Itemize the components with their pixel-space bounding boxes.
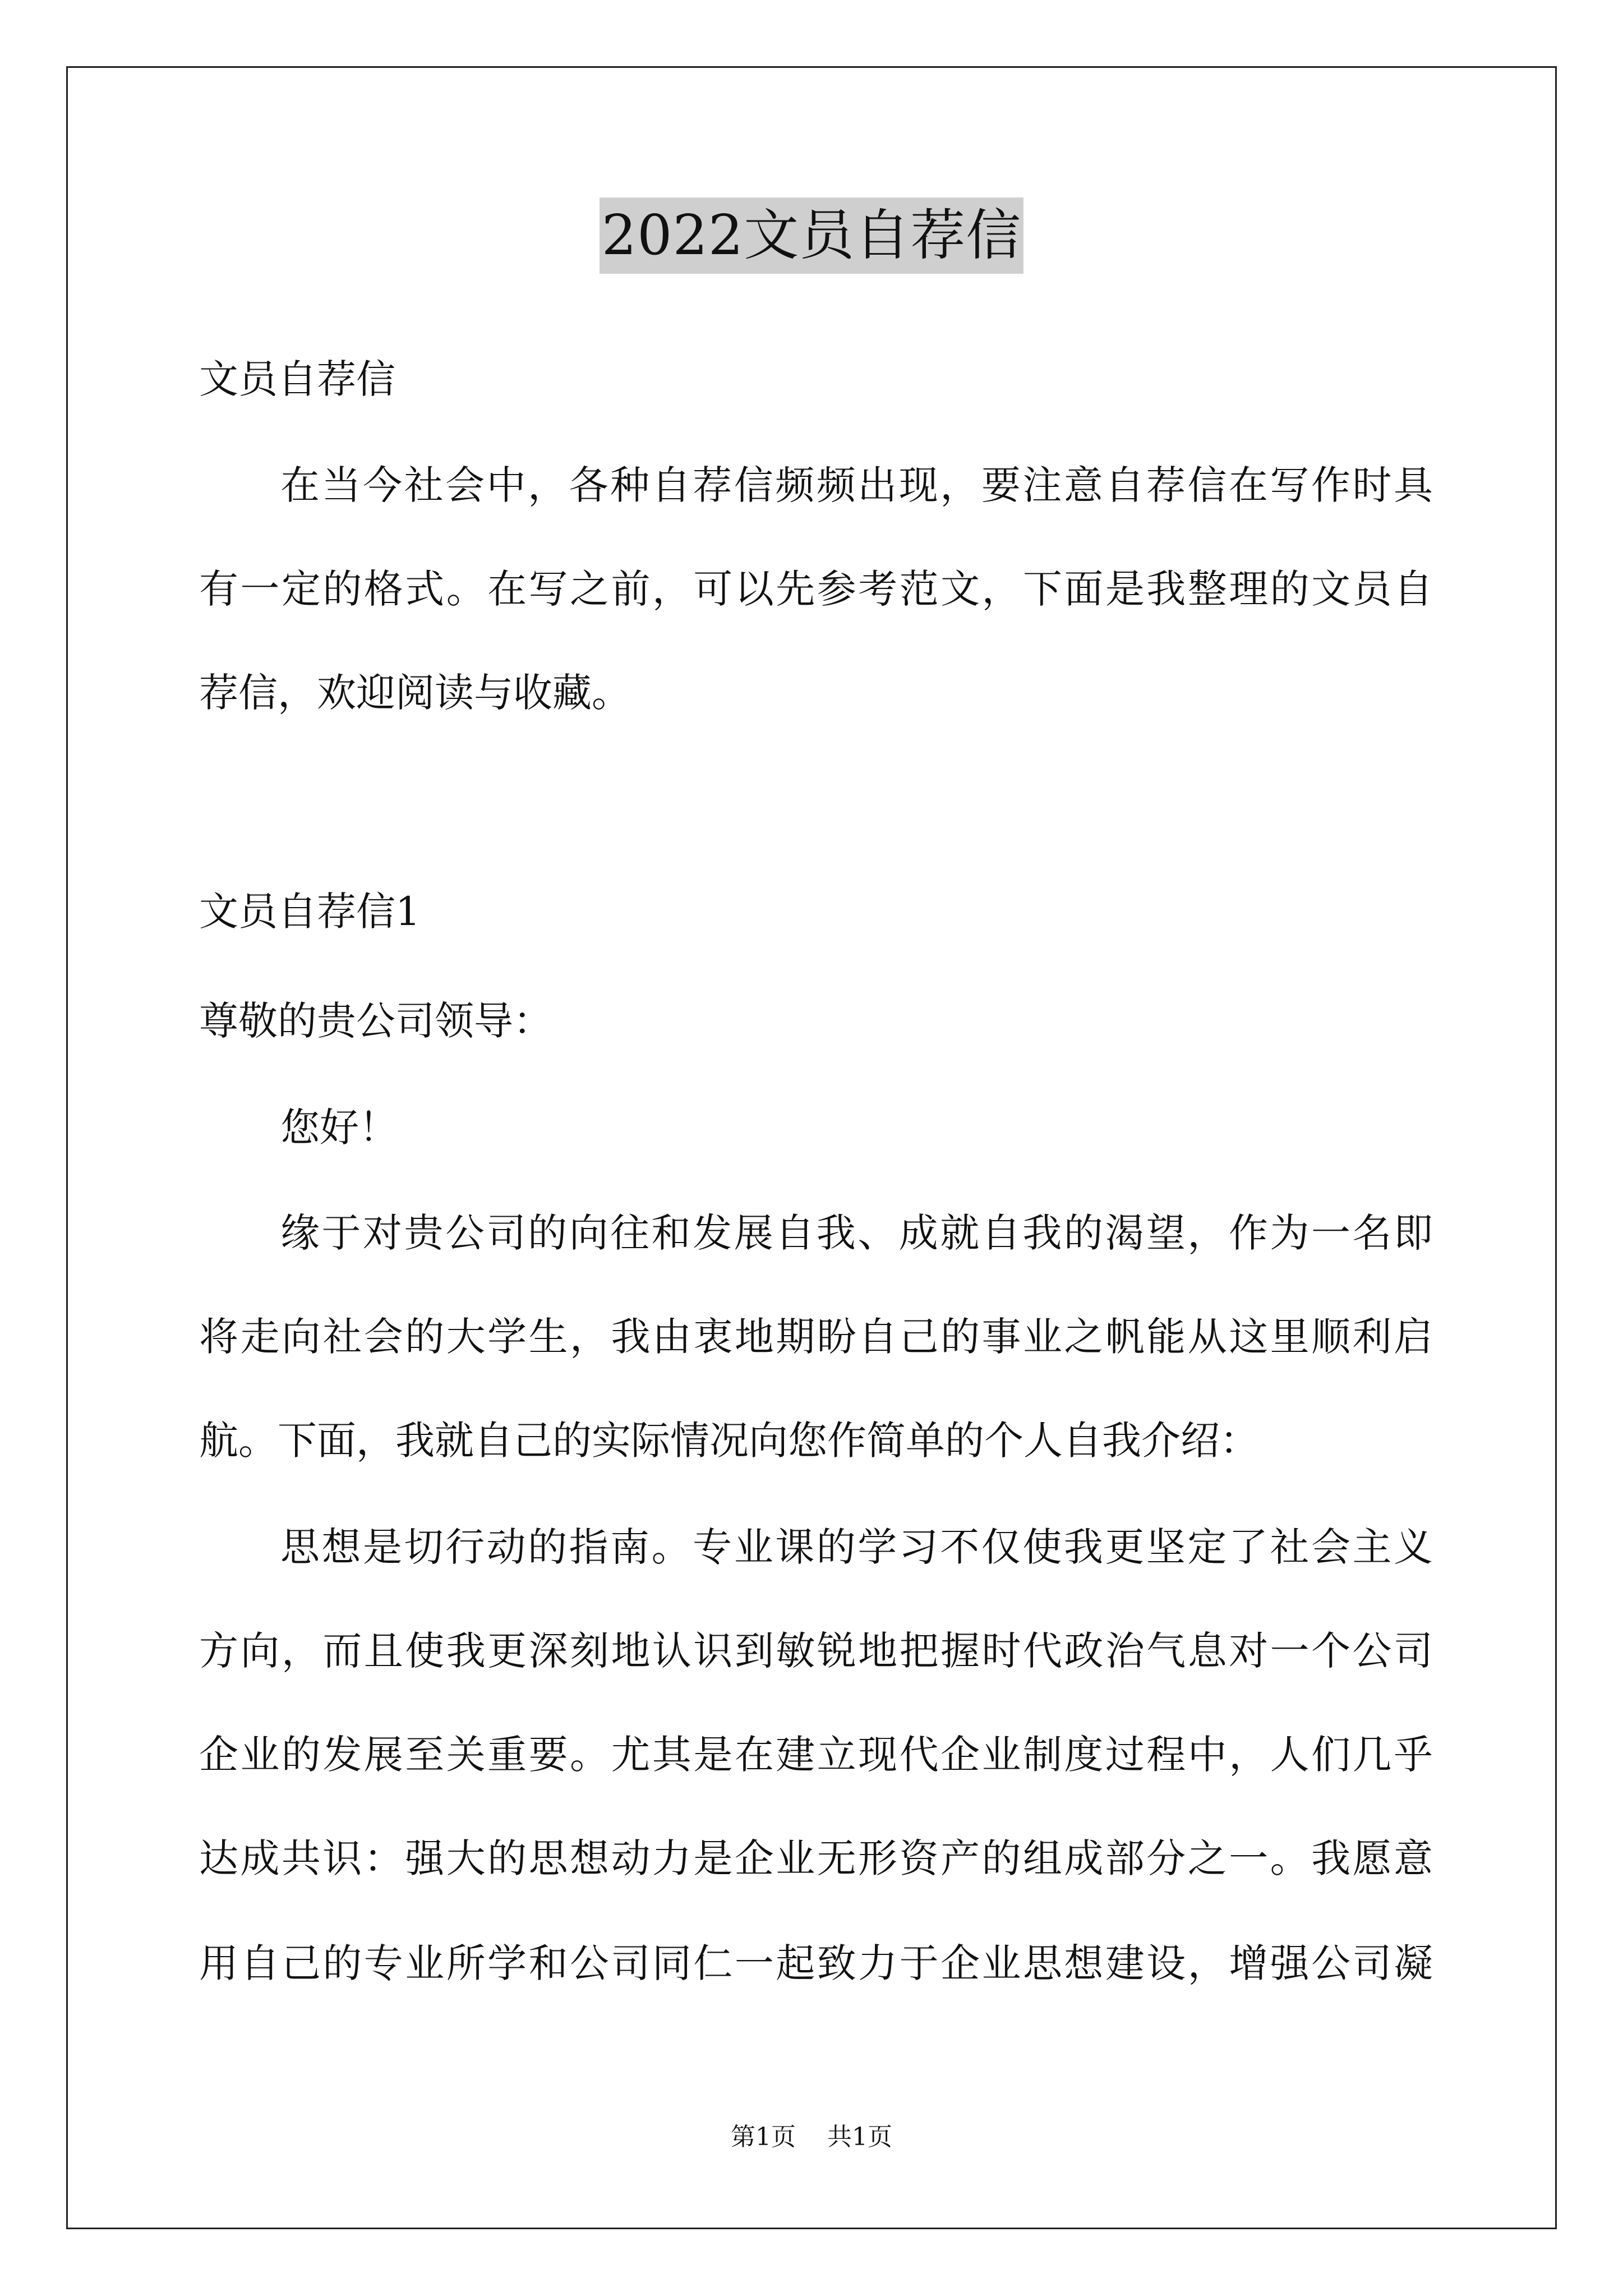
greeting: 您好！ bbox=[280, 1105, 398, 1151]
intro-line: 有一定的格式。在写之前，可以先参考范文，下面是我整理的文员自 bbox=[199, 566, 1433, 612]
paragraph-line: 用自己的专业所学和公司同仁一起致力于企业思想建设，增强公司凝 bbox=[199, 1940, 1433, 1986]
document-title: 2022文员自荐信 bbox=[600, 197, 1023, 274]
intro-line: 荐信，欢迎阅读与收藏。 bbox=[199, 670, 631, 716]
page-total: 共1页 bbox=[827, 2123, 892, 2151]
paragraph-line: 企业的发展至关重要。尤其是在建立现代企业制度过程中，人们几乎 bbox=[199, 1732, 1433, 1778]
paragraph-line: 将走向社会的大学生，我由衷地期盼自己的事业之帆能从这里顺利启 bbox=[199, 1314, 1433, 1360]
paragraph-line: 航。下面，我就自己的实际情况向您作简单的个人自我介绍： bbox=[199, 1418, 1259, 1464]
document-heading: 文员自荐信 bbox=[199, 356, 395, 402]
page-footer bbox=[0, 2120, 1623, 2154]
section-title: 文员自荐信1 bbox=[199, 889, 421, 935]
intro-line: 在当今社会中，各种自荐信频频出现，要注意自荐信在写作时具 bbox=[280, 462, 1433, 508]
paragraph-line: 达成共识：强大的思想动力是企业无形资产的组成部分之一。我愿意 bbox=[199, 1835, 1433, 1881]
paragraph-line: 缘于对贵公司的向往和发展自我、成就自我的渴望，作为一名即 bbox=[280, 1210, 1433, 1256]
page-number: 第1页 bbox=[731, 2123, 796, 2151]
title-container bbox=[0, 197, 1623, 274]
paragraph-line: 思想是切行动的指南。专业课的学习不仅使我更坚定了社会主义 bbox=[280, 1524, 1433, 1570]
paragraph-line: 方向，而且使我更深刻地认识到敏锐地把握时代政治气息对一个公司 bbox=[199, 1628, 1433, 1674]
salutation: 尊敬的贵公司领导： bbox=[199, 998, 552, 1044]
